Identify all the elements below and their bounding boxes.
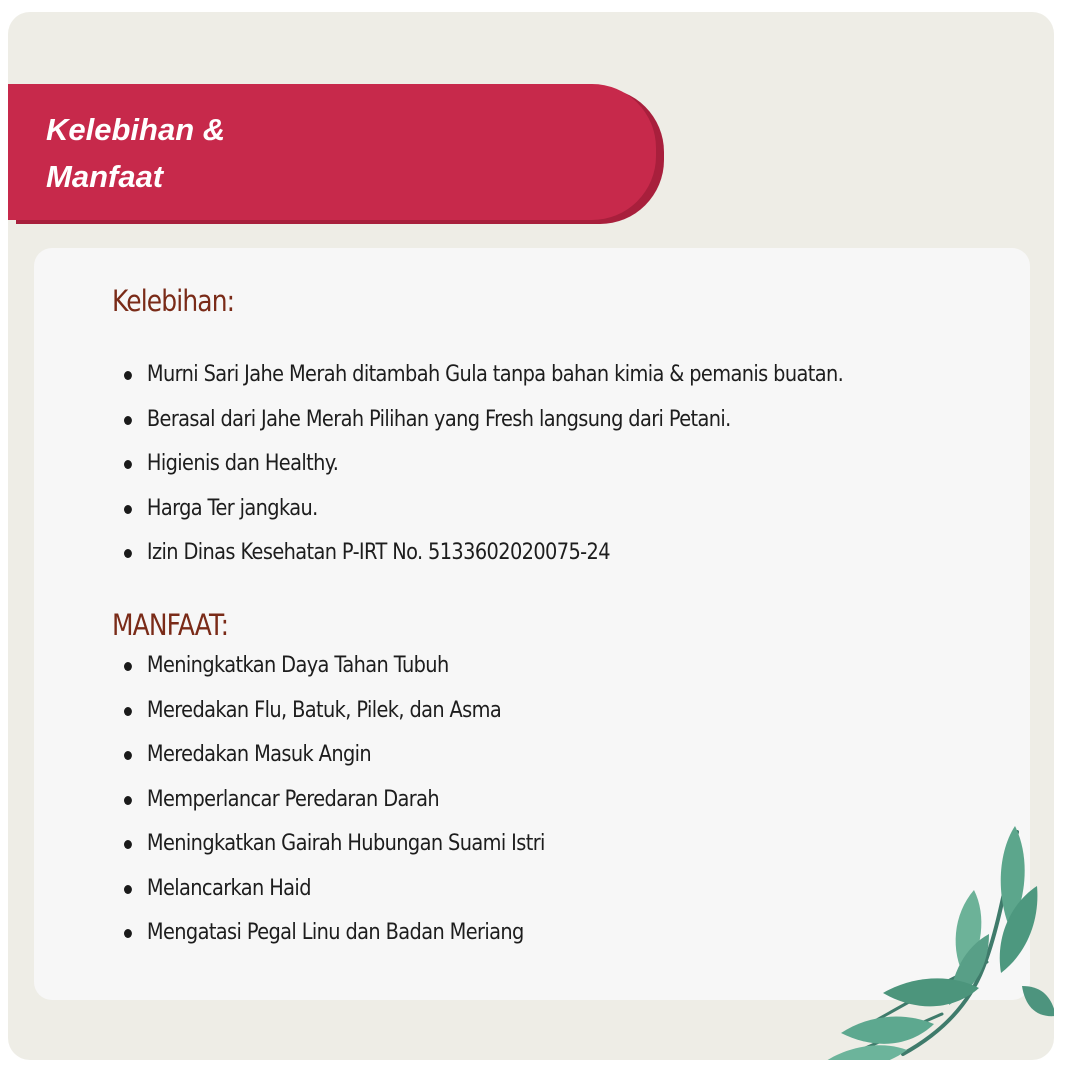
manfaat-title: MANFAAT: [112,608,229,642]
bullet-icon [124,885,132,894]
manfaat-item-4 [124,785,872,830]
bullet-icon [124,796,132,805]
manfaat-item-text: Meningkatkan Gairah Hubungan Suami Istri [146,831,545,856]
bullet-icon [124,505,132,514]
kelebihan-item-4 [124,494,872,539]
manfaat-item-6 [124,874,872,919]
bullet-icon [124,840,132,849]
kelebihan-item-text: Harga Ter jangkau. [146,495,318,521]
manfaat-item-5 [124,829,872,874]
manfaat-item-text: Melancarkan Haid [146,875,311,901]
kelebihan-title: Kelebihan: [112,284,235,318]
manfaat-item-text: Memperlancar Peredaran Darah [146,786,440,812]
kelebihan-item-text: Murni Sari Jahe Merah ditambah Gula tanpa bahan kimia & pemanis buatan. [146,362,844,387]
banner-title: Kelebihan & Manfaat [46,112,226,194]
manfaat-item-1 [124,651,872,696]
kelebihan-item-2 [124,405,872,450]
manfaat-item-text: Meredakan Masuk Angin [146,742,372,767]
kelebihan-list [124,360,974,583]
kelebihan-item-text: Berasal dari Jahe Merah Pilihan yang Fresh langsung dari Petani. [146,406,731,432]
info-card [8,12,1054,1060]
bullet-icon [124,549,132,558]
manfaat-list [124,651,974,963]
kelebihan-item-1 [124,360,872,405]
manfaat-item-3 [124,740,872,785]
kelebihan-item-3 [124,449,872,494]
kelebihan-item-text: Izin Dinas Kesehatan P-IRT No. 5133602020075-24 [146,540,610,565]
bullet-icon [124,416,132,425]
manfaat-item-7 [124,918,872,963]
manfaat-item-2 [124,696,872,741]
kelebihan-item-text: Higienis dan Healthy. [146,451,339,476]
title-banner [8,84,656,220]
kelebihan-item-5 [124,538,872,583]
bullet-icon [124,460,132,469]
manfaat-item-text: Meredakan Flu, Batuk, Pilek, dan Asma [146,697,502,723]
bullet-icon [124,751,132,760]
content-panel [34,248,1030,1000]
manfaat-item-text: Meningkatkan Daya Tahan Tubuh [146,653,449,678]
bullet-icon [124,707,132,716]
manfaat-item-text: Mengatasi Pegal Linu dan Badan Meriang [146,920,524,945]
bullet-icon [124,371,132,380]
bullet-icon [124,662,132,671]
bullet-icon [124,929,132,938]
